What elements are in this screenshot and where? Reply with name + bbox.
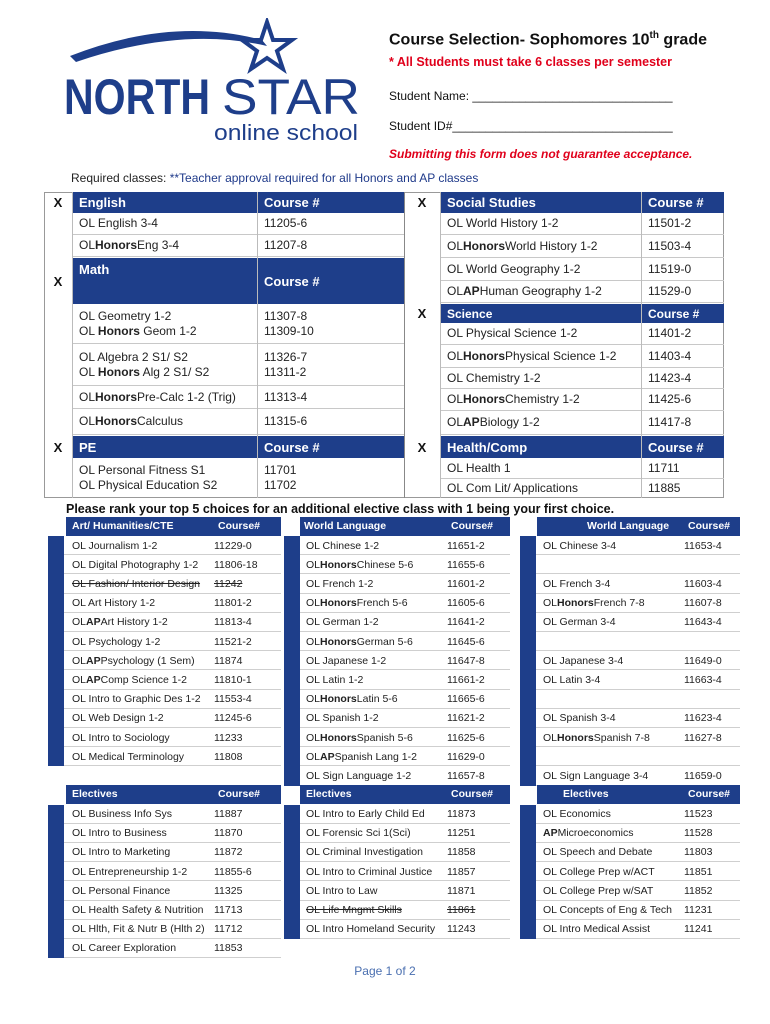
english-course-name: OL English 3-4 [73, 213, 258, 235]
course-number-header: Course# [684, 785, 740, 804]
math-course-number: 11307-8 11309-10 [258, 304, 404, 344]
course-number: 11712 [214, 923, 243, 936]
page-title: Course Selection- Sophomores 10th grade [389, 30, 707, 49]
student-id-field[interactable]: Student ID#_________________________________ [389, 119, 673, 133]
page-indicator: Page 1 of 2 [354, 964, 416, 978]
science-course-name: OL AP Biology 1-2 [441, 411, 642, 435]
course-name: OL Fashion/ Interior Design [72, 577, 201, 590]
course-name: OL Latin 1-2 [306, 673, 364, 686]
section-header: World Language [300, 517, 447, 536]
course-number: 11241 [684, 923, 713, 936]
science-x-mark[interactable]: X [417, 306, 427, 321]
star-icon [242, 22, 292, 69]
course-number: 11528 [684, 827, 713, 840]
course-number: 11659-0 [684, 769, 722, 782]
course-number: 11874 [214, 654, 243, 667]
svg-text:NORTH: NORTH [64, 69, 210, 125]
course-number: 11229-0 [214, 539, 252, 552]
course-number: 11621-2 [447, 712, 485, 725]
course-number: 11245-6 [214, 712, 252, 725]
course-number: 11553-4 [214, 693, 252, 706]
english-header: English [73, 192, 257, 213]
course-number: 11871 [447, 884, 476, 897]
course-number: 11806-18 [214, 558, 258, 571]
course-number: 11657-8 [447, 769, 485, 782]
math-course-name: OL Algebra 2 S1/ S2 OL Honors Alg 2 S1/ S2 [73, 344, 258, 386]
student-name-field[interactable]: Student Name: ______________________________ [389, 89, 673, 103]
science-course-header: Course # [642, 304, 724, 323]
pe-course-header: Course # [258, 436, 404, 458]
english-x-mark[interactable]: X [53, 195, 63, 210]
section-header: World Language [537, 517, 684, 536]
english-course-name: OL Honors Eng 3-4 [73, 235, 258, 257]
course-name: OL Honors Latin 5-6 [306, 693, 398, 706]
course-number: 11325 [214, 884, 243, 897]
course-number: 11801-2 [214, 597, 252, 610]
math-course-header: Course # [258, 258, 404, 304]
course-name: OL Honors Chinese 5-6 [306, 558, 414, 571]
course-number-header: Course# [447, 517, 510, 536]
course-name: OL Chinese 3-4 [543, 539, 617, 552]
course-number: 11851 [684, 865, 713, 878]
course-number: 11651-2 [447, 539, 485, 552]
course-name: OL Honors French 5-6 [306, 597, 408, 610]
course-number: 11627-8 [684, 731, 722, 744]
north-star-logo [62, 18, 372, 148]
grid-line [404, 192, 405, 498]
grid-line [440, 192, 441, 498]
course-name: OL Honors Spanish 5-6 [306, 731, 413, 744]
social-course-number: 11503-4 [642, 235, 724, 258]
course-name: OL AP Art History 1-2 [72, 616, 168, 629]
social-course-number: 11519-0 [642, 258, 724, 281]
disclaimer: Submitting this form does not guarantee acceptance. [389, 147, 693, 161]
course-number: 11643-4 [684, 616, 722, 629]
course-number: 11713 [214, 904, 243, 917]
science-course-number: 11425-6 [642, 389, 724, 411]
course-name: OL Art History 1-2 [72, 597, 156, 610]
course-number-header: Course# [214, 517, 281, 536]
course-number: 11661-2 [447, 673, 485, 686]
math-course-number: 11315-6 [258, 409, 404, 435]
course-name: OL Intro to Sociology [72, 731, 170, 744]
grid-line [641, 192, 642, 498]
course-name: OL Sign Language 3-4 [543, 769, 649, 782]
rank-box[interactable] [520, 805, 536, 939]
course-name: OL AP Comp Science 1-2 [72, 673, 187, 686]
course-name: OL Chinese 1-2 [306, 539, 380, 552]
pe-course-name: OL Personal Fitness S1 OL Physical Education S2 [79, 463, 218, 492]
course-number: 11665-6 [447, 693, 485, 706]
required-classes-label: Required classes: **Teacher approval required for all Honors and AP classes [71, 171, 479, 185]
course-number: 11605-6 [447, 597, 485, 610]
english-course-header: Course # [258, 192, 404, 213]
course-name: OL Intro to Marketing [72, 846, 171, 859]
course-number: 11887 [214, 808, 243, 821]
math-x-mark[interactable]: X [53, 273, 63, 289]
course-number: 11607-8 [684, 597, 722, 610]
course-number: 11853 [214, 942, 243, 955]
social-course-number: 11529-0 [642, 281, 724, 303]
course-number-header: Course# [214, 785, 281, 804]
science-course-number: 11417-8 [642, 411, 724, 435]
course-number: 11629-0 [447, 750, 485, 763]
math-course-name: OL Honors Calculus [73, 409, 258, 435]
social-course-name: OL AP Human Geography 1-2 [441, 281, 642, 303]
rank-box[interactable] [48, 536, 64, 766]
course-name: OL Spanish 1-2 [306, 712, 379, 725]
health-x-mark[interactable]: X [417, 439, 427, 455]
course-number: 11601-2 [447, 577, 485, 590]
course-name: OL Spanish 3-4 [543, 712, 616, 725]
course-number: 11663-4 [684, 673, 722, 686]
course-number: 11521-2 [214, 635, 252, 648]
course-number: 11803 [684, 846, 713, 859]
course-number: 11645-6 [447, 635, 485, 648]
course-number: 11858 [447, 846, 476, 859]
course-number: 11523 [684, 808, 713, 821]
course-number: 11861 [447, 904, 476, 917]
electives-header: Electives [66, 785, 214, 804]
social-course-number: 11501-2 [642, 213, 724, 235]
math-course-name: OL Honors Pre-Calc 1-2 (Trig) [73, 386, 258, 409]
course-number: 11870 [214, 827, 243, 840]
course-name: OL Forensic Sci 1(Sci) [306, 827, 411, 840]
course-name: OL Honors French 7-8 [543, 597, 645, 610]
course-number: 11655-6 [447, 558, 485, 571]
course-name: OL Web Design 1-2 [72, 712, 164, 725]
course-number: 11873 [447, 808, 476, 821]
course-name: OL Economics [543, 808, 611, 821]
social-studies-x-mark[interactable]: X [417, 195, 427, 210]
course-name: OL Journalism 1-2 [72, 539, 158, 552]
course-name: OL Intro to Graphic Des 1-2 [72, 693, 201, 706]
course-name: OL Concepts of Eng & Tech [543, 904, 672, 917]
course-number: 11857 [447, 865, 476, 878]
course-name: OL Business Info Sys [72, 808, 172, 821]
electives-header: Electives [300, 785, 447, 804]
svg-text:online school: online school [214, 120, 358, 145]
course-name: OL Intro to Business [72, 827, 167, 840]
course-number: 11855-6 [214, 865, 252, 878]
course-number: 11251 [447, 827, 476, 840]
rank-box[interactable] [48, 805, 64, 959]
course-number: 11623-4 [684, 712, 722, 725]
social-course-name: OL World History 1-2 [441, 213, 642, 235]
science-course-name: OL Physical Science 1-2 [441, 323, 642, 345]
rank-instructions: Please rank your top 5 choices for an additional elective class with 1 being your first choice. [66, 502, 615, 516]
pe-x-mark[interactable]: X [53, 439, 63, 455]
rank-box[interactable] [520, 536, 536, 786]
health-course-number: 11711 [642, 458, 724, 479]
course-name: OL Criminal Investigation [306, 846, 423, 859]
math-course-number: 11326-7 11311-2 [258, 344, 404, 386]
math-course-number: 11313-4 [258, 386, 404, 409]
semester-requirement: * All Students must take 6 classes per semester [389, 55, 673, 69]
course-name: OL AP Psychology (1 Sem) [72, 654, 195, 667]
science-course-number: 11403-4 [642, 345, 724, 368]
electives-header: Electives [537, 785, 684, 804]
course-number: 11625-6 [447, 731, 485, 744]
section-header: Art/ Humanities/CTE [66, 517, 214, 536]
course-name: OL French 3-4 [543, 577, 611, 590]
course-name: OL Intro Medical Assist [543, 923, 650, 936]
science-course-number: 11423-4 [642, 368, 724, 389]
course-name: OL Hlth, Fit & Nutr B (Hlth 2) [72, 923, 205, 936]
course-number: 11852 [684, 884, 713, 897]
course-name: OL Intro Homeland Security [306, 923, 436, 936]
course-name: OL Japanese 3-4 [543, 654, 624, 667]
course-name: OL German 1-2 [306, 616, 379, 629]
course-name: OL College Prep w/SAT [543, 884, 654, 897]
math-course-name: OL Geometry 1-2 OL Honors Geom 1-2 [73, 304, 258, 344]
course-name: OL Entrepreneurship 1-2 [72, 865, 188, 878]
health-comp-header: Health/Comp [441, 436, 641, 458]
course-name: OL Honors Spanish 7-8 [543, 731, 650, 744]
course-name: OL Personal Finance [72, 884, 171, 897]
course-name: OL Medical Terminology [72, 750, 185, 763]
course-number: 11233 [214, 731, 243, 744]
course-name: OL College Prep w/ACT [543, 865, 655, 878]
grid-line [72, 192, 73, 498]
course-name: AP Microeconomics [543, 827, 634, 840]
social-course-name: OL Honors World History 1-2 [441, 235, 642, 258]
math-header: Math [73, 258, 257, 304]
course-name: OL Career Exploration [72, 942, 177, 955]
grid-line [257, 192, 258, 498]
course-number: 11808 [214, 750, 243, 763]
social-studies-course-header: Course # [642, 192, 724, 213]
course-name: OL Sign Language 1-2 [306, 769, 412, 782]
course-name: OL Psychology 1-2 [72, 635, 161, 648]
health-course-name: OL Com Lit/ Applications [447, 481, 578, 495]
course-name: OL Honors German 5-6 [306, 635, 413, 648]
english-course-number: 11205-6 [258, 213, 404, 235]
science-course-name: OL Honors Physical Science 1-2 [441, 345, 642, 368]
rank-box[interactable] [284, 805, 300, 939]
social-studies-header: Social Studies [441, 192, 641, 213]
course-number: 11653-4 [684, 539, 722, 552]
course-number: 11647-8 [447, 654, 485, 667]
course-name: OL AP Spanish Lang 1-2 [306, 750, 417, 763]
course-name: OL Health Safety & Nutrition [72, 904, 204, 917]
svg-text:STAR: STAR [222, 69, 360, 125]
pe-header: PE [73, 436, 257, 458]
pe-course-number: 11701 11702 [264, 463, 297, 492]
social-course-name: OL World Geography 1-2 [441, 258, 642, 281]
course-name: OL Digital Photography 1-2 [72, 558, 199, 571]
course-name: OL French 1-2 [306, 577, 374, 590]
course-name: OL Speech and Debate [543, 846, 653, 859]
course-number: 11231 [684, 904, 713, 917]
science-course-name: OL Chemistry 1-2 [441, 368, 642, 389]
course-name: OL Life Mngmt Skills [306, 904, 402, 917]
health-course-number: 11885 [648, 481, 681, 495]
course-number: 11810-1 [214, 673, 252, 686]
science-course-number: 11401-2 [642, 323, 724, 345]
course-number: 11813-4 [214, 616, 252, 629]
course-name: OL Intro to Law [306, 884, 378, 897]
course-number-header: Course# [684, 517, 740, 536]
course-number: 11641-2 [447, 616, 485, 629]
english-course-number: 11207-8 [258, 235, 404, 257]
course-name: OL Japanese 1-2 [306, 654, 387, 667]
course-number: 11243 [447, 923, 476, 936]
rank-box[interactable] [284, 536, 300, 786]
course-number-header: Course# [447, 785, 510, 804]
course-name: OL Intro to Criminal Justice [306, 865, 433, 878]
course-number: 11649-0 [684, 654, 722, 667]
health-course-name: OL Health 1 [441, 458, 642, 479]
course-number: 11603-4 [684, 577, 722, 590]
course-name: OL German 3-4 [543, 616, 616, 629]
science-course-name: OL Honors Chemistry 1-2 [441, 389, 642, 411]
course-name: OL Intro to Early Child Ed [306, 808, 425, 821]
science-header: Science [441, 304, 641, 323]
course-number: 11242 [214, 577, 243, 590]
health-course-header: Course # [642, 436, 724, 458]
course-number: 11872 [214, 846, 243, 859]
course-name: OL Latin 3-4 [543, 673, 601, 686]
